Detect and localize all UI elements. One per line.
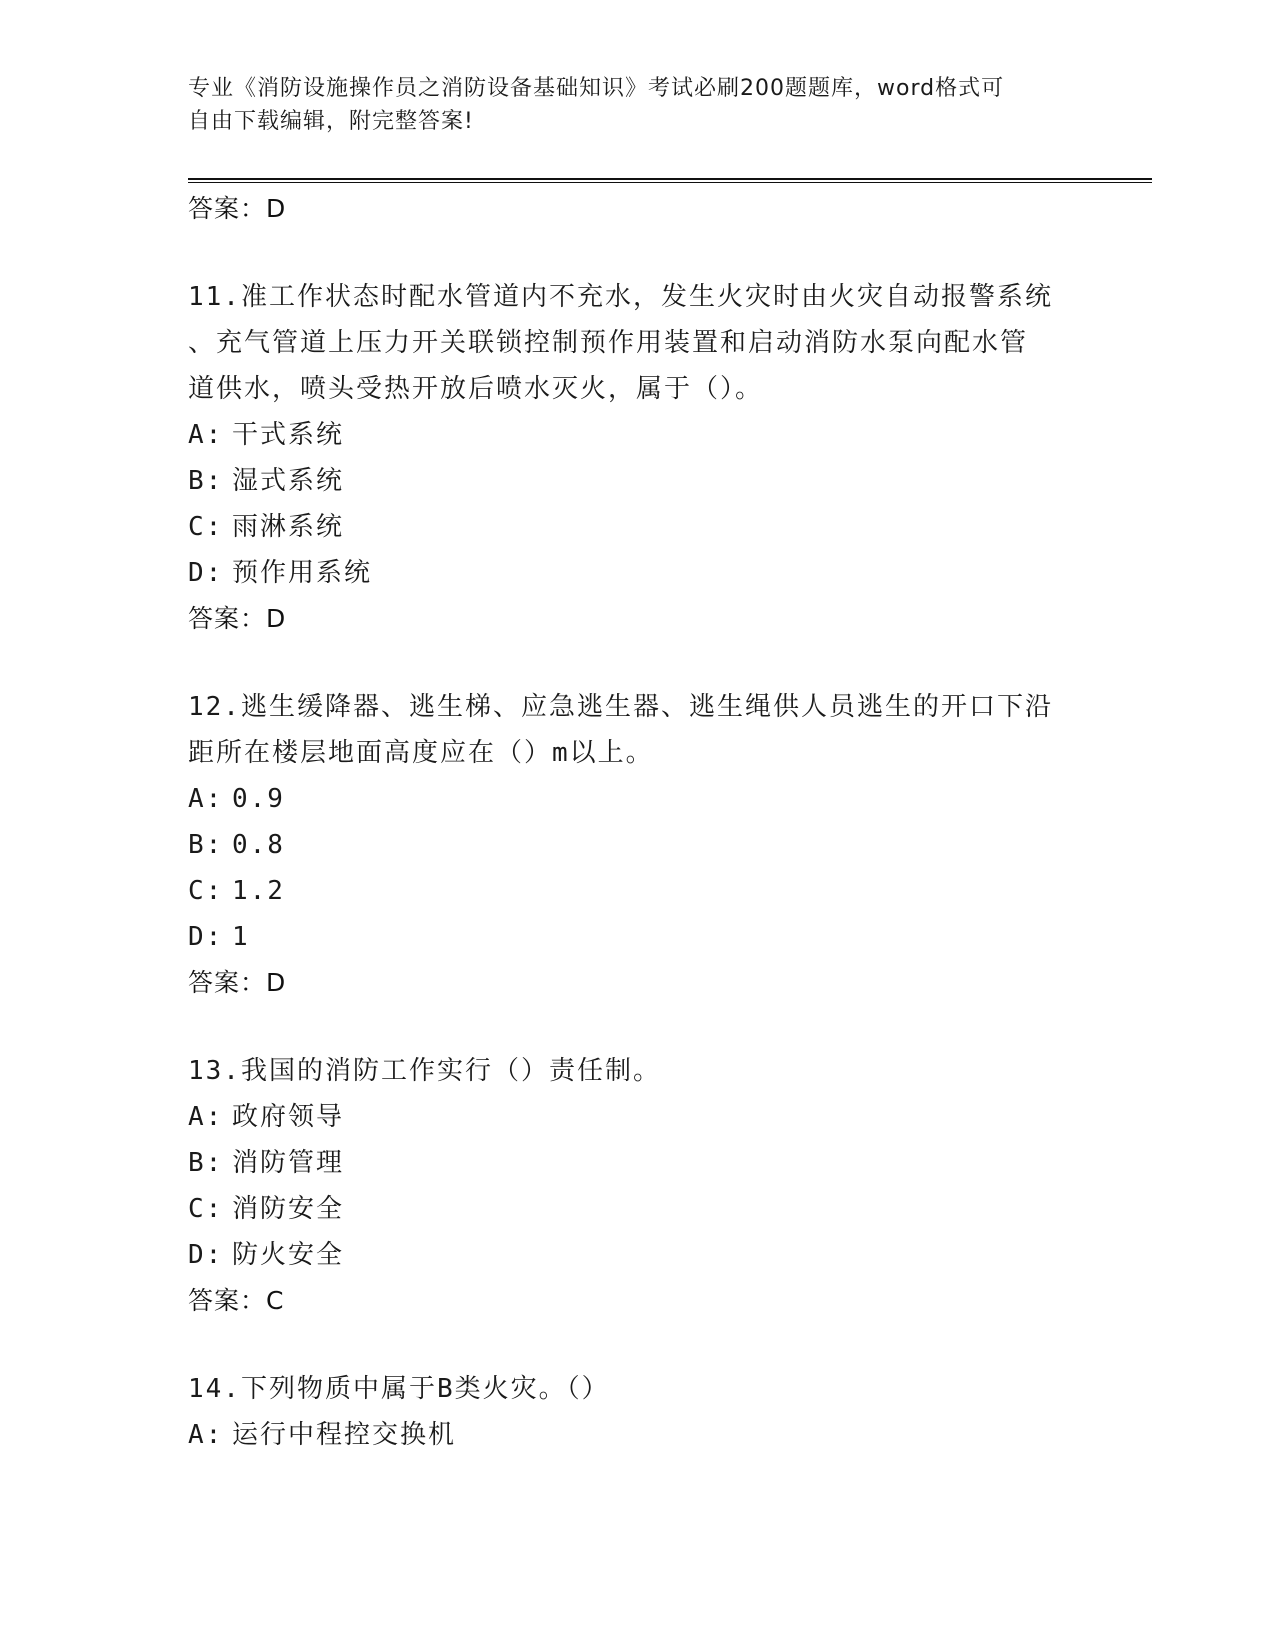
option-text: 0.8 bbox=[232, 830, 285, 860]
option-letter: A: bbox=[188, 420, 224, 450]
document-header bbox=[188, 72, 1088, 138]
option-letter: C: bbox=[188, 512, 224, 542]
option-c bbox=[188, 504, 1088, 550]
question-text-line: 道供水，喷头受热开放后喷水灭火，属于（）。 bbox=[188, 374, 764, 404]
spacer bbox=[188, 232, 1088, 274]
option-letter: B: bbox=[188, 830, 224, 860]
header-title-line-1: 专业《消防设施操作员之消防设备基础知识》考试必刷200题题库，word格式可 bbox=[188, 76, 1005, 101]
option-d bbox=[188, 914, 1088, 960]
question-text bbox=[188, 274, 1088, 412]
option-text: 0.9 bbox=[232, 784, 285, 814]
question-text-line: 距所在楼层地面高度应在（）m以上。 bbox=[188, 738, 654, 768]
answer-line: 答案：C bbox=[188, 1286, 285, 1315]
option-text: 政府领导 bbox=[232, 1102, 345, 1132]
option-text: 干式系统 bbox=[232, 420, 345, 450]
question-text-line: 13.我国的消防工作实行（）责任制。 bbox=[188, 1056, 661, 1086]
option-text: 1.2 bbox=[232, 876, 285, 906]
question-14 bbox=[188, 1366, 1088, 1458]
spacer bbox=[188, 1324, 1088, 1366]
option-text: 消防安全 bbox=[232, 1194, 345, 1224]
option-d bbox=[188, 550, 1088, 596]
option-letter: C: bbox=[188, 876, 224, 906]
question-text-line: 、充气管道上压力开关联锁控制预作用装置和启动消防水泵向配水管 bbox=[188, 328, 1029, 358]
option-text: 运行中程控交换机 bbox=[232, 1420, 457, 1450]
option-a bbox=[188, 776, 1088, 822]
option-text: 1 bbox=[232, 922, 250, 952]
option-a bbox=[188, 412, 1088, 458]
question-12 bbox=[188, 684, 1088, 1006]
option-text: 预作用系统 bbox=[232, 558, 373, 588]
question-13 bbox=[188, 1048, 1088, 1324]
option-letter: A: bbox=[188, 1102, 224, 1132]
option-letter: A: bbox=[188, 1420, 224, 1450]
spacer bbox=[188, 642, 1088, 684]
question-text bbox=[188, 684, 1088, 776]
option-a bbox=[188, 1094, 1088, 1140]
question-text-line: 12.逃生缓降器、逃生梯、应急逃生器、逃生绳供人员逃生的开口下沿 bbox=[188, 692, 1053, 722]
option-b bbox=[188, 1140, 1088, 1186]
option-c bbox=[188, 1186, 1088, 1232]
question-11 bbox=[188, 274, 1088, 642]
answer-line: 答案：D bbox=[188, 604, 287, 633]
previous-answer: 答案：D bbox=[188, 194, 287, 223]
option-text: 雨淋系统 bbox=[232, 512, 345, 542]
option-text: 消防管理 bbox=[232, 1148, 345, 1178]
header-divider bbox=[188, 178, 1152, 183]
option-letter: D: bbox=[188, 1240, 224, 1270]
question-list bbox=[188, 186, 1088, 1458]
option-c bbox=[188, 868, 1088, 914]
option-letter: D: bbox=[188, 922, 224, 952]
option-d bbox=[188, 1232, 1088, 1278]
question-text-line: 14.下列物质中属于B类火灾。（） bbox=[188, 1374, 610, 1404]
option-b bbox=[188, 458, 1088, 504]
question-text-line: 11.准工作状态时配水管道内不充水，发生火灾时由火灾自动报警系统 bbox=[188, 282, 1053, 312]
option-text: 防火安全 bbox=[232, 1240, 345, 1270]
option-letter: C: bbox=[188, 1194, 224, 1224]
header-title-line-2: 自由下载编辑，附完整答案! bbox=[188, 109, 474, 134]
option-a bbox=[188, 1412, 1088, 1458]
option-letter: A: bbox=[188, 784, 224, 814]
question-text bbox=[188, 1048, 1088, 1094]
option-letter: D: bbox=[188, 558, 224, 588]
question-text bbox=[188, 1366, 1088, 1412]
answer-line: 答案：D bbox=[188, 968, 287, 997]
option-letter: B: bbox=[188, 466, 224, 496]
option-b bbox=[188, 822, 1088, 868]
spacer bbox=[188, 1006, 1088, 1048]
option-text: 湿式系统 bbox=[232, 466, 345, 496]
option-letter: B: bbox=[188, 1148, 224, 1178]
